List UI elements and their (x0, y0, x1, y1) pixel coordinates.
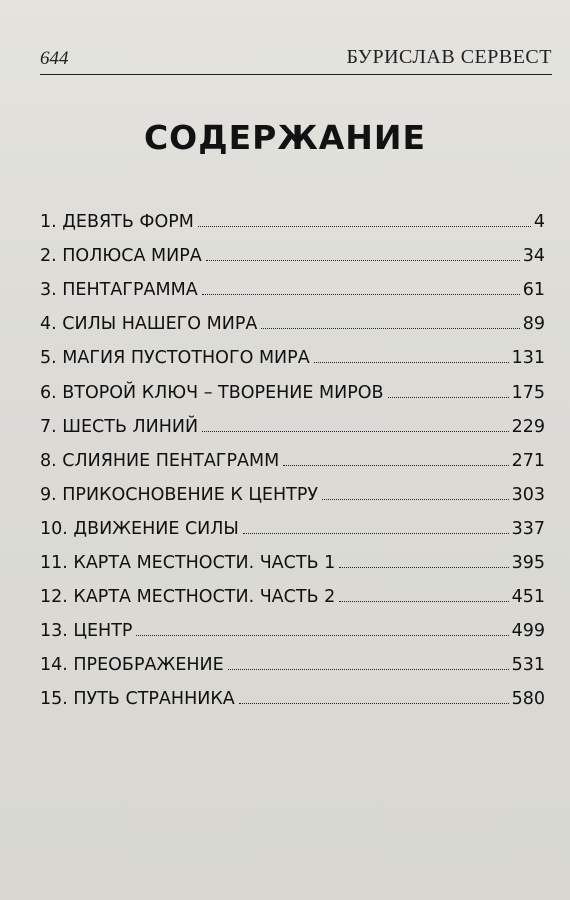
toc-entry[interactable] (40, 300, 545, 334)
dot-leader (314, 362, 509, 363)
dot-leader (388, 397, 509, 398)
toc-entry-label: 8. СЛИЯНИЕ ПЕНТАГРАММ (40, 450, 280, 471)
toc-entry[interactable] (40, 232, 545, 266)
toc-entry[interactable] (40, 539, 545, 573)
running-title-author: БУРИСЛАВ СЕРВЕСТ (346, 46, 552, 68)
toc-entry-label: 6. ВТОРОЙ КЛЮЧ – ТВОРЕНИЕ МИРОВ (40, 382, 384, 403)
toc-entry-label: 14. ПРЕОБРАЖЕНИЕ (40, 655, 224, 676)
dot-leader (261, 328, 519, 329)
dot-leader (339, 567, 508, 568)
page-header (40, 44, 552, 75)
toc-entry-label: 12. КАРТА МЕСТНОСТИ. ЧАСТЬ 2 (40, 587, 336, 608)
page-number: 644 (40, 48, 69, 69)
toc-entry[interactable] (40, 607, 545, 641)
toc-entry-page: 531 (511, 655, 545, 676)
toc-entry-page: 499 (511, 621, 545, 642)
toc-entry-page: 175 (511, 382, 545, 403)
dot-leader (198, 226, 531, 227)
toc-entry-label: 15. ПУТЬ СТРАННИКА (40, 689, 235, 710)
toc-entry-page: 580 (511, 689, 545, 710)
toc-entry-page: 271 (511, 450, 545, 471)
toc-entry[interactable] (40, 505, 545, 539)
toc-entry[interactable] (40, 641, 545, 675)
toc-entry[interactable] (40, 675, 545, 709)
toc-entry-label: 7. ШЕСТЬ ЛИНИЙ (40, 416, 199, 437)
toc-entry[interactable] (40, 471, 545, 505)
toc-entry[interactable] (40, 368, 545, 402)
toc-entry-label: 5. МАГИЯ ПУСТОТНОГО МИРА (40, 348, 310, 369)
dot-leader (206, 260, 520, 261)
toc-title: СОДЕРЖАНИЕ (143, 118, 427, 157)
toc-entry[interactable] (40, 334, 545, 368)
toc-entry[interactable] (40, 198, 545, 232)
toc-list (40, 198, 545, 709)
dot-leader (202, 294, 520, 295)
toc-entry-page: 4 (533, 212, 545, 233)
dot-leader (239, 703, 509, 704)
dot-leader (202, 431, 508, 432)
toc-entry-page: 89 (522, 314, 545, 335)
toc-entry-page: 395 (511, 553, 545, 574)
toc-entry-label: 2. ПОЛЮСА МИРА (40, 246, 202, 267)
toc-entry-page: 337 (511, 518, 545, 539)
toc-entry-page: 451 (511, 587, 545, 608)
toc-entry-page: 131 (511, 348, 545, 369)
toc-entry-page: 61 (522, 280, 545, 301)
toc-entry[interactable] (40, 266, 545, 300)
toc-entry-page: 229 (511, 416, 545, 437)
toc-entry-label: 9. ПРИКОСНОВЕНИЕ К ЦЕНТРУ (40, 484, 319, 505)
toc-entry-label: 13. ЦЕНТР (40, 621, 133, 642)
dot-leader (243, 533, 509, 534)
dot-leader (283, 465, 508, 466)
toc-entry[interactable] (40, 437, 545, 471)
dot-leader (136, 635, 508, 636)
toc-entry-label: 4. СИЛЫ НАШЕГО МИРА (40, 314, 258, 335)
dot-leader (228, 669, 509, 670)
toc-entry[interactable] (40, 573, 545, 607)
dot-leader (339, 601, 508, 602)
toc-entry-label: 1. ДЕВЯТЬ ФОРМ (40, 212, 194, 233)
toc-entry-page: 34 (522, 246, 545, 267)
toc-entry-label: 3. ПЕНТАГРАММА (40, 280, 198, 301)
toc-entry-label: 11. КАРТА МЕСТНОСТИ. ЧАСТЬ 1 (40, 553, 336, 574)
toc-entry-page: 303 (511, 484, 545, 505)
toc-entry[interactable] (40, 403, 545, 437)
dot-leader (322, 499, 509, 500)
toc-entry-label: 10. ДВИЖЕНИЕ СИЛЫ (40, 518, 239, 539)
